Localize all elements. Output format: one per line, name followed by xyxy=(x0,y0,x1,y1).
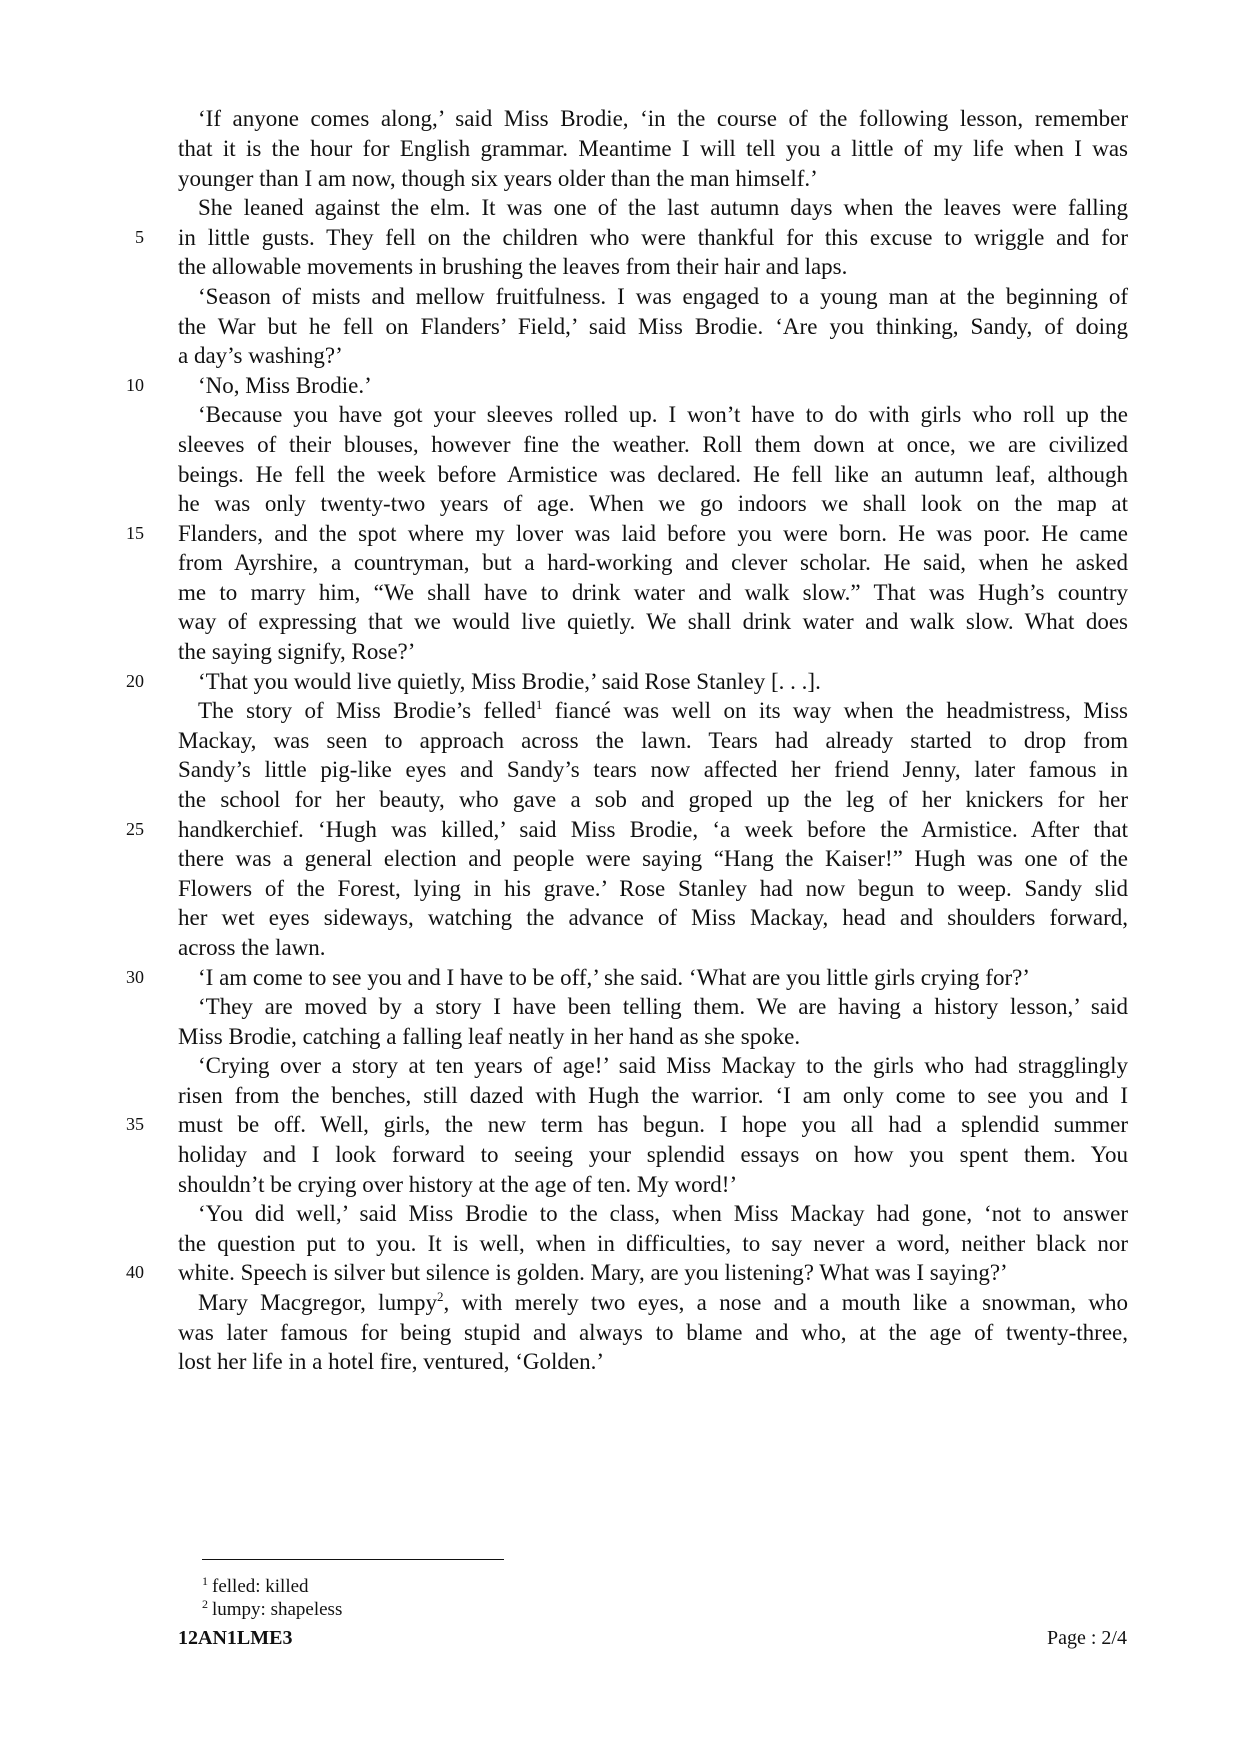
text-line-39: the question put to you. It is well, when in difficulties, to say never a word, neither black nor xyxy=(178,1231,1128,1256)
exam-code: 12AN1LME3 xyxy=(178,1627,293,1649)
text-line-29: across the lawn. xyxy=(178,935,326,960)
footnote-1-mark: 1 xyxy=(202,1574,208,1588)
text-line-35: must be off. Well, girls, the new term has begun. I hope you all had a splendid summer xyxy=(178,1112,1128,1137)
text-line-31: ‘They are moved by a story I have been telling them. We are having a history lesson,’ said xyxy=(198,994,1128,1019)
text-line-37: shouldn’t be crying over history at the age of ten. My word!’ xyxy=(178,1172,738,1197)
text-line-42: was later famous for being stupid and always to blame and who, at the age of twenty-three, xyxy=(178,1320,1128,1345)
text-line-9: a day’s washing?’ xyxy=(178,343,343,368)
text-line-27: Flowers of the Forest, lying in his grave.’ Rose Stanley had now begun to weep. Sandy slid xyxy=(178,876,1128,901)
text-line-41 xyxy=(198,1286,1128,1319)
text-line-40: white. Speech is silver but silence is golden. Mary, are you listening? What was I saying?’ xyxy=(178,1260,1008,1285)
text-line-12: sleeves of their blouses, however fine the weather. Roll them down at once, we are civilized xyxy=(178,432,1128,457)
text-line-19: the saying signify, Rose?’ xyxy=(178,639,416,664)
text-line-23: Sandy’s little pig-like eyes and Sandy’s tears now affected her friend Jenny, later famous in xyxy=(178,757,1128,782)
text-line-22: Mackay, was seen to approach across the lawn. Tears had already started to drop from xyxy=(178,728,1128,753)
footnote-divider xyxy=(202,1559,504,1560)
text-line-33: ‘Crying over a story at ten years of age!’ said Miss Mackay to the girls who had stragglingly xyxy=(198,1053,1128,1078)
text-line-38: ‘You did well,’ said Miss Brodie to the class, when Miss Mackay had gone, ‘not to answer xyxy=(198,1201,1128,1226)
text-line-36: holiday and I look forward to seeing your splendid essays on how you spent them. You xyxy=(178,1142,1128,1167)
line-number-25: 25 xyxy=(126,819,144,839)
text-line-41-end: , with merely two eyes, a nose and a mouth like a snowman, who xyxy=(443,1290,1128,1315)
footnote-1 xyxy=(202,1575,309,1599)
text-line-21 xyxy=(198,694,1128,727)
text-line-20: ‘That you would live quietly, Miss Brodie,’ said Rose Stanley [. . .]. xyxy=(198,669,821,694)
text-line-16: from Ayrshire, a countryman, but a hard-working and clever scholar. He said, when he asked xyxy=(178,550,1128,575)
text-line-11: ‘Because you have got your sleeves rolled up. I won’t have to do with girls who roll up the xyxy=(198,402,1128,427)
footnote-2-mark: 2 xyxy=(202,1597,208,1611)
line-number-5: 5 xyxy=(135,227,144,247)
text-line-43: lost her life in a hotel fire, ventured, ‘Golden.’ xyxy=(178,1349,604,1374)
line-number-30: 30 xyxy=(126,967,144,987)
text-line-14: he was only twenty-two years of age. When we go indoors we shall look on the map at xyxy=(178,491,1128,516)
text-line-34: risen from the benches, still dazed with Hugh the warrior. ‘I am only come to see you and I xyxy=(178,1083,1128,1108)
text-line-2: that it is the hour for English grammar. Meantime I will tell you a little of my life when I was xyxy=(178,136,1128,161)
footnote-ref-1: 1 xyxy=(535,697,543,712)
text-line-26: there was a general election and people were saying “Hang the Kaiser!” Hugh was one of the xyxy=(178,846,1128,871)
line-number-20: 20 xyxy=(126,671,144,691)
text-line-17: me to marry him, “We shall have to drink water and walk slow.” That was Hugh’s country xyxy=(178,580,1128,605)
footnote-2-text: lumpy: shapeless xyxy=(212,1599,343,1620)
footnote-2 xyxy=(202,1598,342,1622)
text-line-30: ‘I am come to see you and I have to be off,’ she said. ‘What are you little girls crying for?’ xyxy=(198,965,1030,990)
text-line-10: ‘No, Miss Brodie.’ xyxy=(198,373,372,398)
text-line-24: the school for her beauty, who gave a sob and groped up the leg of her knickers for her xyxy=(178,787,1128,812)
text-line-1: ‘If anyone comes along,’ said Miss Brodie, ‘in the course of the following lesson, remember xyxy=(198,106,1128,131)
text-line-21-start: The story of Miss Brodie’s felled xyxy=(198,698,536,723)
text-line-18: way of expressing that we would live quietly. We shall drink water and walk slow. What does xyxy=(178,609,1128,634)
line-number-35: 35 xyxy=(126,1114,144,1134)
text-line-7: ‘Season of mists and mellow fruitfulness. I was engaged to a young man at the beginning of xyxy=(198,284,1128,309)
footnote-ref-2: 2 xyxy=(436,1289,444,1304)
line-number-15: 15 xyxy=(126,523,144,543)
text-line-28: her wet eyes sideways, watching the advance of Miss Mackay, head and shoulders forward, xyxy=(178,905,1128,930)
text-line-25: handkerchief. ‘Hugh was killed,’ said Miss Brodie, ‘a week before the Armistice. After that xyxy=(178,817,1128,842)
line-number-10: 10 xyxy=(126,375,144,395)
text-line-13: beings. He fell the week before Armistice was declared. He fell like an autumn leaf, although xyxy=(178,462,1128,487)
text-line-15: Flanders, and the spot where my lover was laid before you were born. He was poor. He came xyxy=(178,521,1128,546)
text-line-32: Miss Brodie, catching a falling leaf neatly in her hand as she spoke. xyxy=(178,1024,801,1049)
text-line-41-start: Mary Macgregor, lumpy xyxy=(198,1290,437,1315)
footnote-1-text: felled: killed xyxy=(212,1576,309,1597)
line-number-40: 40 xyxy=(126,1262,144,1282)
text-line-3: younger than I am now, though six years older than the man himself.’ xyxy=(178,166,818,191)
text-line-8: the War but he fell on Flanders’ Field,’ said Miss Brodie. ‘Are you thinking, Sandy, of doing xyxy=(178,314,1128,339)
page-number: Page : 2/4 xyxy=(1047,1627,1127,1649)
text-line-4: She leaned against the elm. It was one of the last autumn days when the leaves were falling xyxy=(198,195,1128,220)
text-line-5: in little gusts. They fell on the children who were thankful for this excuse to wriggle and for xyxy=(178,225,1128,250)
text-line-21-end: fiancé was well on its way when the headmistress, Miss xyxy=(542,698,1128,723)
text-line-6: the allowable movements in brushing the leaves from their hair and laps. xyxy=(178,254,848,279)
